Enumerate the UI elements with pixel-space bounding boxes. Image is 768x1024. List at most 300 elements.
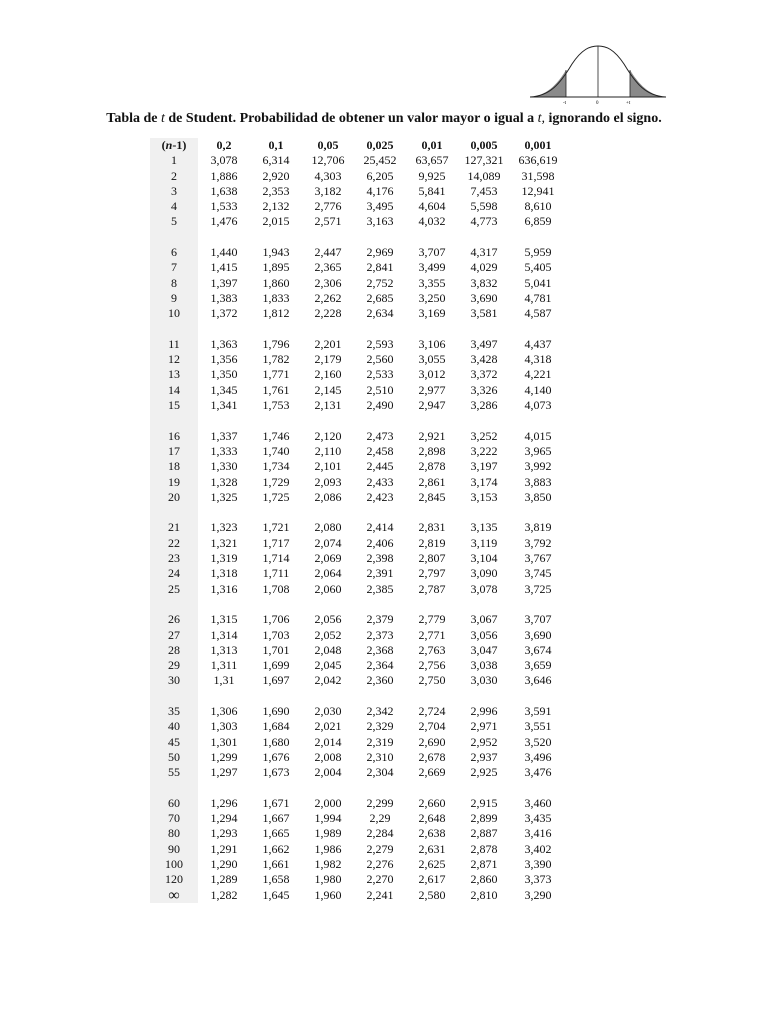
value-cell: 3,435 xyxy=(524,811,552,826)
value-cell: 1,31 xyxy=(213,673,235,688)
value-cell: 1,721 xyxy=(262,520,290,535)
df-cell: 13 xyxy=(150,367,198,382)
value-cell: 1,323 xyxy=(210,520,238,535)
value-cell: 2,080 xyxy=(314,520,342,535)
value-cell: 1,986 xyxy=(314,841,342,856)
value-cell: 1,684 xyxy=(262,719,290,734)
value-cell: 2,678 xyxy=(418,749,446,764)
table-row xyxy=(150,796,566,811)
value-cell: 2,915 xyxy=(470,795,498,810)
value-cell: 2,160 xyxy=(314,367,342,382)
value-cell: 3,520 xyxy=(524,734,552,749)
value-cell: 3,390 xyxy=(524,856,552,871)
value-cell: 1,714 xyxy=(262,551,290,566)
column-header: 0,05 xyxy=(317,138,339,152)
table-row xyxy=(150,612,566,627)
value-cell: 1,314 xyxy=(210,627,238,642)
df-cell: 14 xyxy=(150,383,198,398)
value-cell: 3,182 xyxy=(314,183,342,198)
value-cell: 4,437 xyxy=(524,336,552,351)
value-cell: 3,373 xyxy=(524,872,552,887)
value-cell: 3,767 xyxy=(524,551,552,566)
value-cell: 2,360 xyxy=(366,673,394,688)
value-cell: 1,476 xyxy=(210,214,238,229)
value-cell: 3,038 xyxy=(470,658,498,673)
value-cell: 1,316 xyxy=(210,581,238,596)
table-row xyxy=(150,184,566,199)
spacer-cell xyxy=(198,230,566,245)
value-cell: 2,510 xyxy=(366,382,394,397)
value-cell: 2,631 xyxy=(418,841,446,856)
table-row xyxy=(150,260,566,275)
table-row xyxy=(150,383,566,398)
df-cell: 16 xyxy=(150,429,198,444)
value-cell: 3,659 xyxy=(524,658,552,673)
table-row xyxy=(150,367,566,382)
value-cell: 1,746 xyxy=(262,428,290,443)
value-cell: 1,330 xyxy=(210,459,238,474)
value-cell: 2,052 xyxy=(314,627,342,642)
value-cell: 1,315 xyxy=(210,612,238,627)
table-row xyxy=(150,153,566,168)
df-cell: 3 xyxy=(150,184,198,199)
value-cell: 3,745 xyxy=(524,566,552,581)
df-cell: 29 xyxy=(150,658,198,673)
table-row xyxy=(150,628,566,643)
value-cell: 2,262 xyxy=(314,290,342,305)
value-cell: 1,708 xyxy=(262,581,290,596)
value-cell: 3,428 xyxy=(470,352,498,367)
value-cell: 3,460 xyxy=(524,795,552,810)
value-cell: 2,638 xyxy=(418,826,446,841)
value-cell: 1,397 xyxy=(210,275,238,290)
value-cell: 2,064 xyxy=(314,566,342,581)
value-cell: 2,925 xyxy=(470,765,498,780)
value-cell: 2,969 xyxy=(366,245,394,260)
table-row xyxy=(150,872,566,887)
value-cell: 2,861 xyxy=(418,474,446,489)
value-cell: 2,299 xyxy=(366,795,394,810)
value-cell: 1,860 xyxy=(262,275,290,290)
df-spacer-cell xyxy=(150,322,198,337)
value-cell: 3,326 xyxy=(470,382,498,397)
df-spacer-cell xyxy=(150,689,198,704)
value-cell: 1,717 xyxy=(262,535,290,550)
value-cell: 2,779 xyxy=(418,612,446,627)
title-middle: de Student. Probabilidad de obtener un valor mayor o igual a xyxy=(168,111,535,126)
group-spacer xyxy=(150,780,566,795)
value-cell: 2,560 xyxy=(366,352,394,367)
value-cell: 4,587 xyxy=(524,306,552,321)
value-cell: 1,980 xyxy=(314,872,342,887)
value-cell: 4,303 xyxy=(314,168,342,183)
value-cell: 1,740 xyxy=(262,443,290,458)
value-cell: 2,414 xyxy=(366,520,394,535)
value-cell: 4,073 xyxy=(524,398,552,413)
value-cell: 3,496 xyxy=(524,749,552,764)
value-cell: 2,996 xyxy=(470,703,498,718)
value-cell: 2,030 xyxy=(314,703,342,718)
table-row xyxy=(150,842,566,857)
group-spacer xyxy=(150,597,566,612)
value-cell: 2,490 xyxy=(366,398,394,413)
value-cell: 2,797 xyxy=(418,566,446,581)
group-spacer xyxy=(150,505,566,520)
value-cell: 2,977 xyxy=(418,382,446,397)
value-cell: 1,833 xyxy=(262,290,290,305)
value-cell: 2,29 xyxy=(369,811,391,826)
value-cell: 2,937 xyxy=(470,749,498,764)
value-cell: 2,571 xyxy=(314,214,342,229)
value-cell: 2,060 xyxy=(314,581,342,596)
column-header: 0,01 xyxy=(421,138,443,152)
value-cell: 2,819 xyxy=(418,535,446,550)
df-cell: 17 xyxy=(150,444,198,459)
value-cell: 2,379 xyxy=(366,612,394,627)
value-cell: 1,356 xyxy=(210,352,238,367)
value-cell: 2,458 xyxy=(366,443,394,458)
value-cell: 3,690 xyxy=(470,290,498,305)
value-cell: 2,228 xyxy=(314,306,342,321)
value-cell: 2,014 xyxy=(314,734,342,749)
table-row xyxy=(150,490,566,505)
table-row xyxy=(150,306,566,321)
value-cell: 1,296 xyxy=(210,795,238,810)
value-cell: 1,372 xyxy=(210,306,238,321)
value-cell: 31,598 xyxy=(521,168,555,183)
table-row xyxy=(150,444,566,459)
table-row xyxy=(150,291,566,306)
value-cell: 2,365 xyxy=(314,260,342,275)
value-cell: 3,163 xyxy=(366,214,394,229)
value-cell: 4,015 xyxy=(524,428,552,443)
value-cell: 2,093 xyxy=(314,474,342,489)
value-cell: 1,313 xyxy=(210,642,238,657)
value-cell: 4,140 xyxy=(524,382,552,397)
df-cell: 8 xyxy=(150,276,198,291)
value-cell: 1,294 xyxy=(210,811,238,826)
value-cell: 1,337 xyxy=(210,428,238,443)
df-cell: 1 xyxy=(150,153,198,168)
df-cell: 2 xyxy=(150,169,198,184)
value-cell: 3,078 xyxy=(470,581,498,596)
df-cell: 50 xyxy=(150,750,198,765)
value-cell: 25,452 xyxy=(363,153,397,168)
value-cell: 1,363 xyxy=(210,336,238,351)
table-row xyxy=(150,826,566,841)
value-cell: 3,047 xyxy=(470,642,498,657)
value-cell: 2,580 xyxy=(418,887,446,902)
df-cell: 28 xyxy=(150,643,198,658)
value-cell: 3,707 xyxy=(418,245,446,260)
value-cell: 3,056 xyxy=(470,627,498,642)
table-row xyxy=(150,214,566,229)
df-cell: 70 xyxy=(150,811,198,826)
value-cell: 5,041 xyxy=(524,275,552,290)
df-cell: 60 xyxy=(150,796,198,811)
value-cell: 1,341 xyxy=(210,398,238,413)
value-cell: 5,598 xyxy=(470,199,498,214)
spacer-cell xyxy=(198,780,566,795)
value-cell: 2,045 xyxy=(314,658,342,673)
value-cell: 3,402 xyxy=(524,841,552,856)
df-cell: 23 xyxy=(150,551,198,566)
value-cell: 1,661 xyxy=(262,856,290,871)
df-cell: 80 xyxy=(150,826,198,841)
value-cell: 2,074 xyxy=(314,535,342,550)
table-row xyxy=(150,475,566,490)
df-cell: 5 xyxy=(150,214,198,229)
table-row xyxy=(150,811,566,826)
value-cell: 2,921 xyxy=(418,428,446,443)
value-cell: 2,625 xyxy=(418,856,446,871)
value-cell: 2,878 xyxy=(418,459,446,474)
value-cell: 2,056 xyxy=(314,612,342,627)
value-cell: 1,701 xyxy=(262,642,290,657)
value-cell: 2,763 xyxy=(418,642,446,657)
table-row xyxy=(150,245,566,260)
df-cell: 24 xyxy=(150,566,198,581)
group-spacer xyxy=(150,689,566,704)
value-cell: 2,276 xyxy=(366,856,394,871)
value-cell: 3,119 xyxy=(470,535,498,550)
table-row xyxy=(150,398,566,413)
value-cell: 2,132 xyxy=(262,199,290,214)
page-title xyxy=(0,111,768,127)
value-cell: 2,634 xyxy=(366,306,394,321)
t-student-table xyxy=(150,138,566,903)
value-cell: 1,289 xyxy=(210,872,238,887)
value-cell: 2,364 xyxy=(366,658,394,673)
value-cell: 1,290 xyxy=(210,856,238,871)
value-cell: 2,306 xyxy=(314,275,342,290)
table-row xyxy=(150,719,566,734)
value-cell: 3,725 xyxy=(524,581,552,596)
value-cell: 3,078 xyxy=(210,153,238,168)
value-cell: 3,707 xyxy=(524,612,552,627)
value-cell: 3,055 xyxy=(418,352,446,367)
value-cell: 6,314 xyxy=(262,153,290,168)
value-cell: 1,753 xyxy=(262,398,290,413)
left-tail-area xyxy=(530,70,566,97)
table-row xyxy=(150,857,566,872)
value-cell: 1,291 xyxy=(210,841,238,856)
value-cell: 2,669 xyxy=(418,765,446,780)
df-cell: 21 xyxy=(150,520,198,535)
value-cell: 1,895 xyxy=(262,260,290,275)
value-cell: 1,306 xyxy=(210,703,238,718)
value-cell: 3,153 xyxy=(470,489,498,504)
value-cell: 6,205 xyxy=(366,168,394,183)
curve-label-zero: 0 xyxy=(596,101,599,106)
value-cell: 2,021 xyxy=(314,719,342,734)
value-cell: 3,850 xyxy=(524,489,552,504)
value-cell: 1,658 xyxy=(262,872,290,887)
table-row xyxy=(150,658,566,673)
value-cell: 2,373 xyxy=(366,627,394,642)
table-row xyxy=(150,566,566,581)
table-row xyxy=(150,429,566,444)
df-cell: 19 xyxy=(150,475,198,490)
value-cell: 1,328 xyxy=(210,474,238,489)
value-cell: 1,690 xyxy=(262,703,290,718)
value-cell: 1,703 xyxy=(262,627,290,642)
value-cell: 3,499 xyxy=(418,260,446,275)
value-cell: 1,676 xyxy=(262,749,290,764)
value-cell: 1,729 xyxy=(262,474,290,489)
value-cell: 4,317 xyxy=(470,245,498,260)
df-cell: 10 xyxy=(150,306,198,321)
value-cell: 3,030 xyxy=(470,673,498,688)
value-cell: 8,610 xyxy=(524,199,552,214)
table-row xyxy=(150,536,566,551)
value-cell: 4,318 xyxy=(524,352,552,367)
value-cell: 1,662 xyxy=(262,841,290,856)
value-cell: 1,533 xyxy=(210,199,238,214)
value-cell: 2,752 xyxy=(366,275,394,290)
table-row xyxy=(150,765,566,780)
df-spacer-cell xyxy=(150,780,198,795)
df-cell: 22 xyxy=(150,536,198,551)
value-cell: 1,301 xyxy=(210,734,238,749)
value-cell: 1,796 xyxy=(262,336,290,351)
value-cell: 2,042 xyxy=(314,673,342,688)
value-cell: 1,671 xyxy=(262,795,290,810)
value-cell: 5,959 xyxy=(524,245,552,260)
value-cell: 1,293 xyxy=(210,826,238,841)
value-cell: 2,015 xyxy=(262,214,290,229)
value-cell: 2,898 xyxy=(418,443,446,458)
value-cell: 2,841 xyxy=(366,260,394,275)
table-row xyxy=(150,520,566,535)
value-cell: 2,704 xyxy=(418,719,446,734)
value-cell: 4,032 xyxy=(418,214,446,229)
value-cell: 3,495 xyxy=(366,199,394,214)
table-row xyxy=(150,276,566,291)
df-cell: 18 xyxy=(150,459,198,474)
value-cell: 1,345 xyxy=(210,382,238,397)
value-cell: 1,960 xyxy=(314,887,342,902)
value-cell: 2,787 xyxy=(418,581,446,596)
spacer-cell xyxy=(198,322,566,337)
value-cell: 1,318 xyxy=(210,566,238,581)
value-cell: 1,943 xyxy=(262,245,290,260)
value-cell: 2,342 xyxy=(366,703,394,718)
value-cell: 2,201 xyxy=(314,336,342,351)
value-cell: 636,619 xyxy=(518,153,558,168)
value-cell: 2,947 xyxy=(418,398,446,413)
value-cell: 2,899 xyxy=(470,811,498,826)
value-cell: 1,697 xyxy=(262,673,290,688)
table-row xyxy=(150,888,566,903)
value-cell: 1,350 xyxy=(210,367,238,382)
value-cell: 2,971 xyxy=(470,719,498,734)
value-cell: 1,680 xyxy=(262,734,290,749)
value-cell: 1,319 xyxy=(210,551,238,566)
value-cell: 1,440 xyxy=(210,245,238,260)
value-cell: 3,965 xyxy=(524,443,552,458)
value-cell: 2,368 xyxy=(366,642,394,657)
df-cell: 100 xyxy=(150,857,198,872)
value-cell: 2,406 xyxy=(366,535,394,550)
value-cell: 12,706 xyxy=(311,153,345,168)
value-cell: 2,724 xyxy=(418,703,446,718)
df-cell: 26 xyxy=(150,612,198,627)
value-cell: 5,405 xyxy=(524,260,552,275)
df-cell: 27 xyxy=(150,628,198,643)
value-cell: 2,004 xyxy=(314,765,342,780)
value-cell: 2,807 xyxy=(418,551,446,566)
value-cell: 4,773 xyxy=(470,214,498,229)
value-cell: 1,734 xyxy=(262,459,290,474)
title-var2: t, xyxy=(537,111,546,126)
value-cell: 1,415 xyxy=(210,260,238,275)
table-row xyxy=(150,551,566,566)
value-cell: 4,604 xyxy=(418,199,446,214)
value-cell: 2,871 xyxy=(470,856,498,871)
value-cell: 2,353 xyxy=(262,183,290,198)
df-cell: 6 xyxy=(150,245,198,260)
value-cell: 1,711 xyxy=(262,566,290,581)
spacer-cell xyxy=(198,413,566,428)
table-row xyxy=(150,352,566,367)
table-row xyxy=(150,459,566,474)
group-spacer xyxy=(150,322,566,337)
value-cell: 3,581 xyxy=(470,306,498,321)
value-cell: 2,648 xyxy=(418,811,446,826)
value-cell: 2,101 xyxy=(314,459,342,474)
value-cell: 4,176 xyxy=(366,183,394,198)
group-spacer xyxy=(150,230,566,245)
df-cell: 11 xyxy=(150,337,198,352)
value-cell: 1,989 xyxy=(314,826,342,841)
value-cell: 1,812 xyxy=(262,306,290,321)
value-cell: 2,131 xyxy=(314,398,342,413)
df-cell: 30 xyxy=(150,673,198,688)
value-cell: 3,222 xyxy=(470,443,498,458)
value-cell: 2,310 xyxy=(366,749,394,764)
table-body xyxy=(150,153,566,903)
value-cell: 1,282 xyxy=(210,887,238,902)
table-row xyxy=(150,582,566,597)
value-cell: 2,660 xyxy=(418,795,446,810)
df-cell: 20 xyxy=(150,490,198,505)
spacer-cell xyxy=(198,505,566,520)
value-cell: 2,319 xyxy=(366,734,394,749)
value-cell: 2,831 xyxy=(418,520,446,535)
curve-label-plus-t: +t xyxy=(626,101,631,106)
value-cell: 2,810 xyxy=(470,887,498,902)
value-cell: 1,638 xyxy=(210,183,238,198)
value-cell: 2,304 xyxy=(366,765,394,780)
value-cell: 3,819 xyxy=(524,520,552,535)
value-cell: 127,321 xyxy=(464,153,504,168)
value-cell: 1,982 xyxy=(314,856,342,871)
table-row xyxy=(150,750,566,765)
value-cell: 1,333 xyxy=(210,443,238,458)
title-prefix: Tabla de xyxy=(106,111,158,126)
value-cell: 3,646 xyxy=(524,673,552,688)
value-cell: 1,665 xyxy=(262,826,290,841)
title-suffix: ignorando el signo. xyxy=(548,111,662,126)
column-header: 0,005 xyxy=(470,138,498,152)
value-cell: 12,941 xyxy=(521,183,555,198)
value-cell: 9,925 xyxy=(418,168,446,183)
value-cell: 1,325 xyxy=(210,489,238,504)
value-cell: 3,355 xyxy=(418,275,446,290)
df-cell: 15 xyxy=(150,398,198,413)
value-cell: 14,089 xyxy=(467,168,501,183)
